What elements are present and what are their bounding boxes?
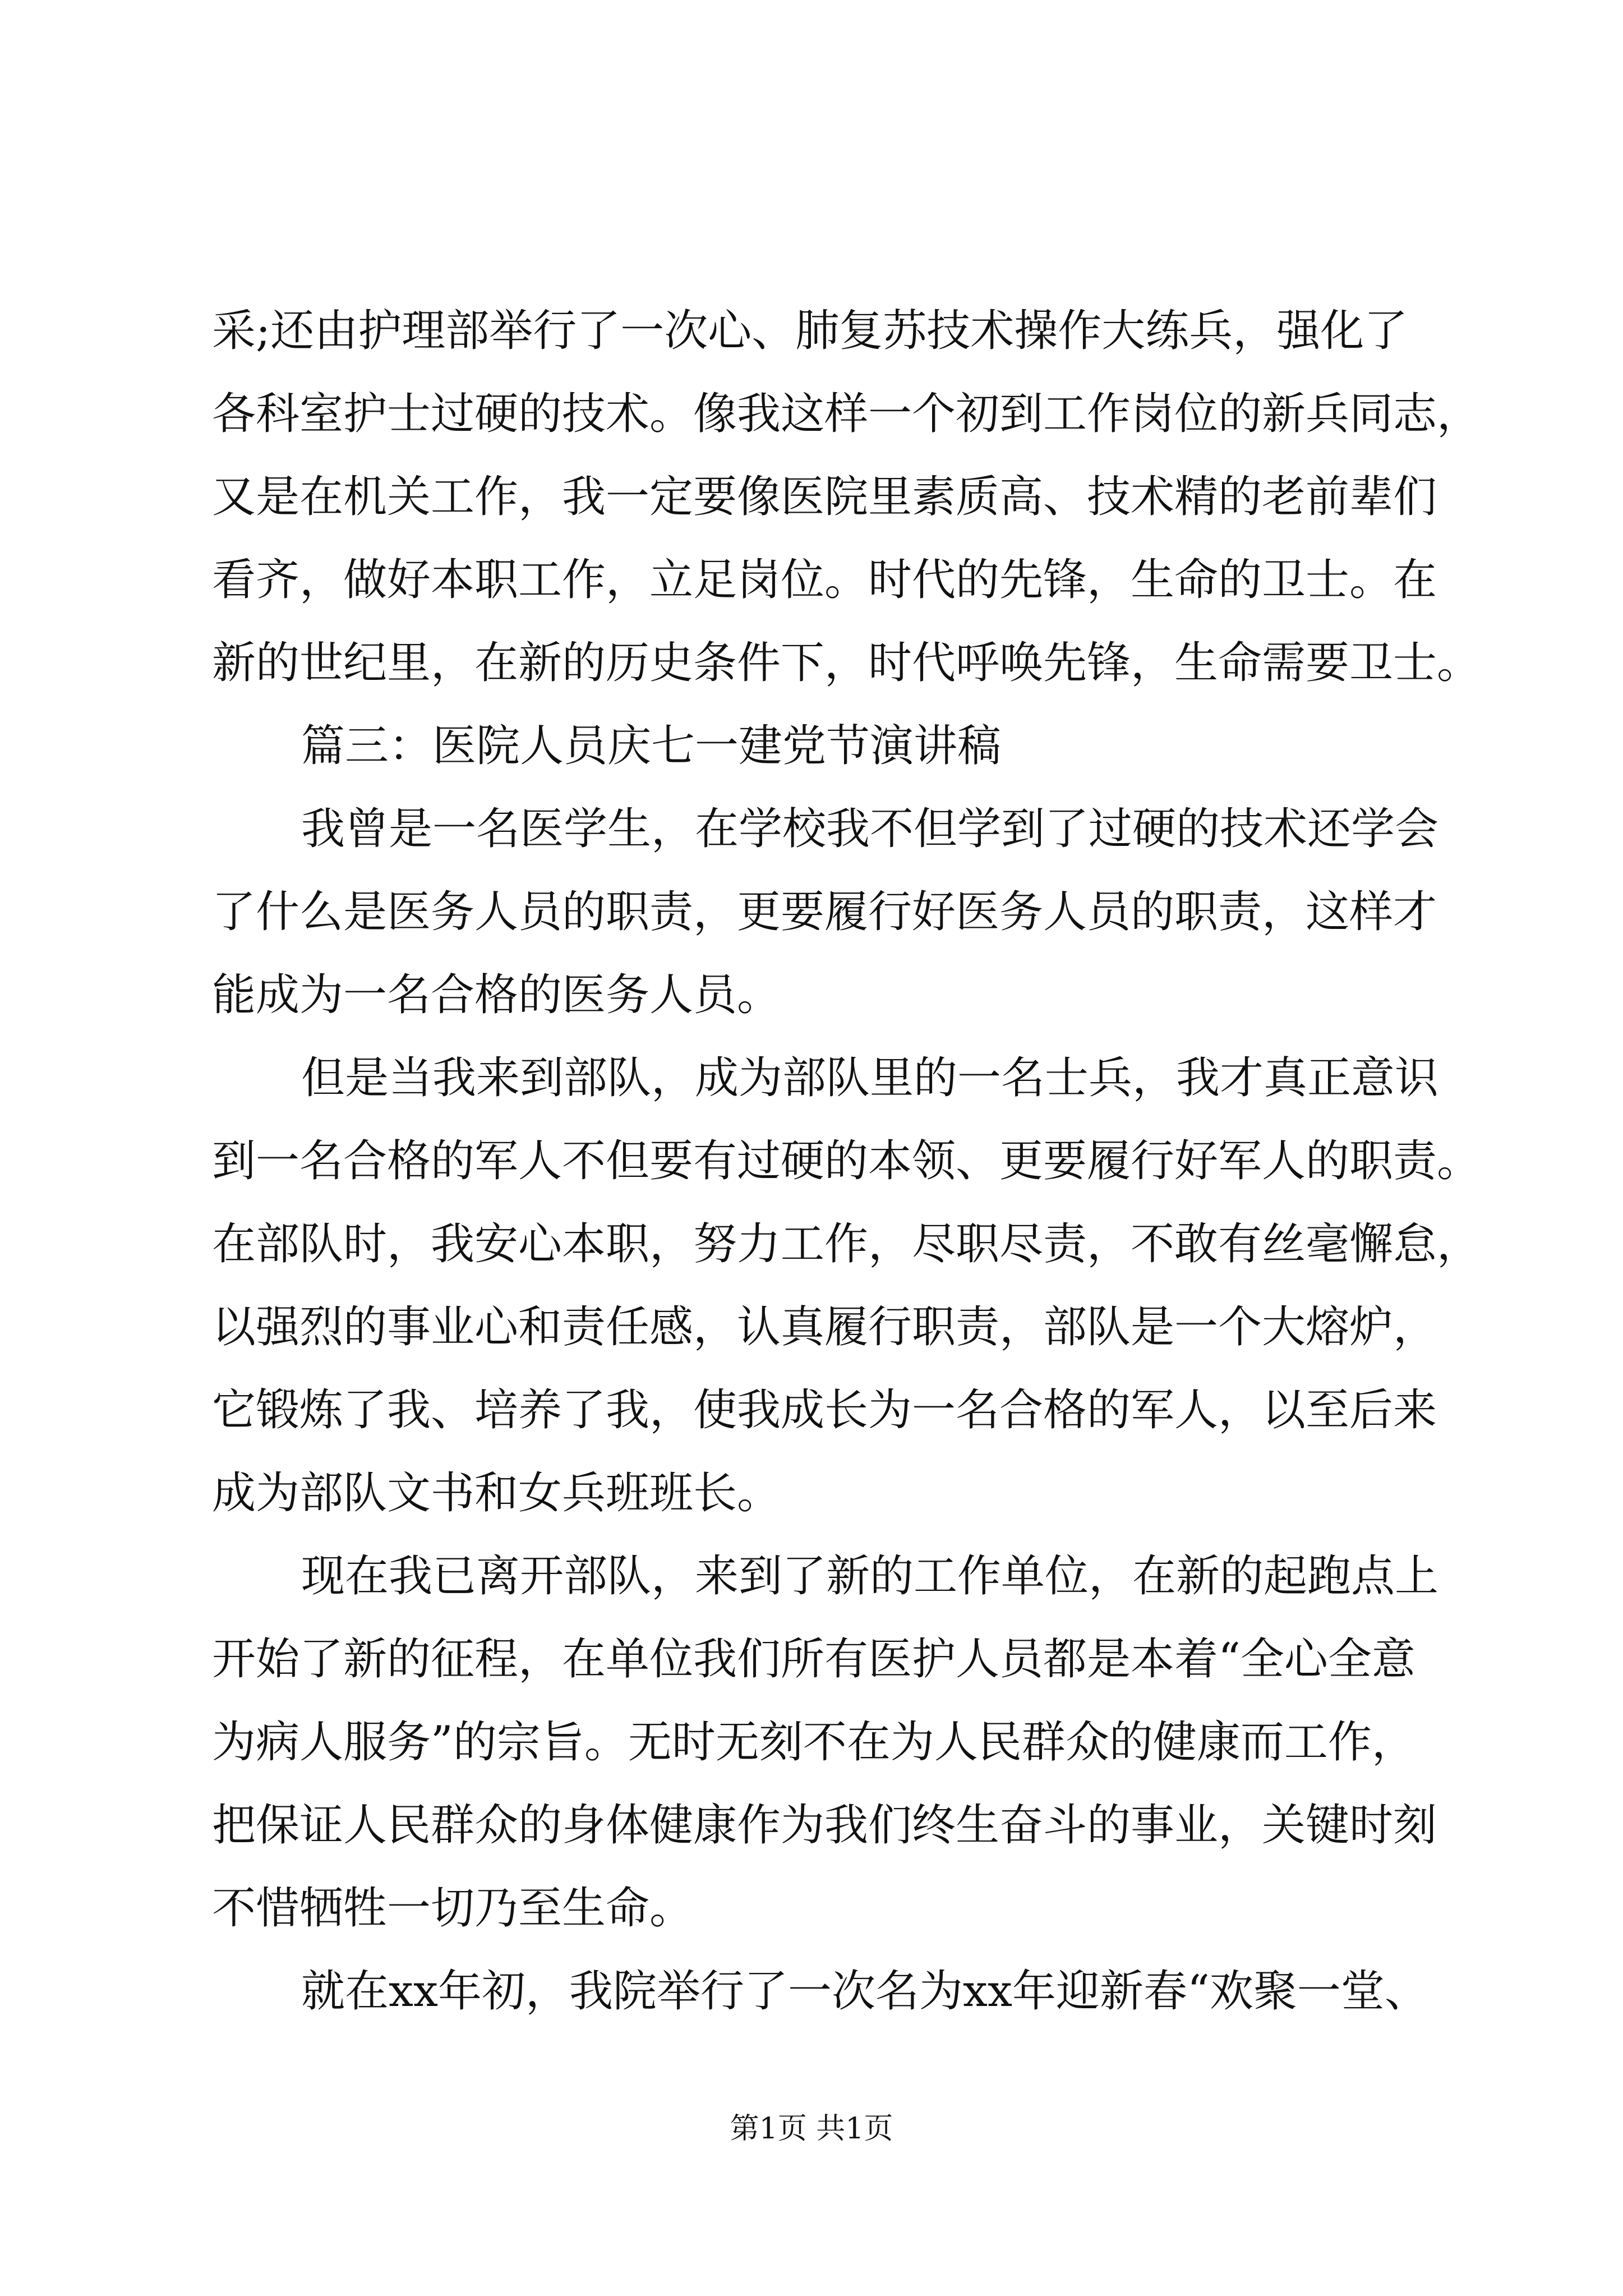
text-line: 又是在机关工作，我一定要像医院里素质高、技术精的老前辈们: [212, 472, 1437, 522]
text-line: 看齐，做好本职工作，立足岗位。时代的先锋，生命的卫士。在: [212, 555, 1437, 605]
text-line: 我曾是一名医学生，在学校我不但学到了过硬的技术还学会: [301, 804, 1439, 854]
text-line: 不惜牺牲一切乃至生命。: [212, 1883, 694, 1934]
text-line: 开始了新的征程，在单位我们所有医护人员都是本着“全心全意: [212, 1634, 1415, 1685]
text-line: 它锻炼了我、培养了我，使我成长为一名合格的军人，以至后来: [212, 1385, 1437, 1435]
text-line: 采;还由护理部举行了一次心、肺复苏技术操作大练兵，强化了: [212, 306, 1408, 356]
text-line: 成为部队文书和女兵班班长。: [212, 1468, 781, 1519]
text-line: 为病人服务”的宗旨。无时无刻不在为人民群众的健康而工作，: [212, 1717, 1415, 1768]
text-line: 到一名合格的军人不但要有过硬的本领、更要履行好军人的职责。: [212, 1136, 1481, 1186]
text-line: 但是当我来到部队，成为部队里的一名士兵，我才真正意识: [301, 1053, 1439, 1103]
page-footer: 第1页 共1页: [730, 2112, 893, 2146]
text-line: 现在我已离开部队，来到了新的工作单位，在新的起跑点上: [301, 1551, 1439, 1602]
text-line: 在部队时，我安心本职，努力工作，尽职尽责，不敢有丝毫懈怠，: [212, 1219, 1481, 1269]
section-heading: 篇三：医院人员庆七一建党节演讲稿: [301, 721, 1002, 771]
text-line: 新的世纪里，在新的历史条件下，时代呼唤先锋，生命需要卫士。: [212, 638, 1481, 688]
text-line: 把保证人民群众的身体健康作为我们终生奋斗的事业，关键时刻: [212, 1800, 1437, 1851]
text-line: 就在xx年初，我院举行了一次名为xx年迎新春“欢聚一堂、: [301, 1966, 1428, 2017]
text-line: 能成为一名合格的医务人员。: [212, 970, 781, 1020]
text-line: 各科室护士过硬的技术。像我这样一个初到工作岗位的新兵同志，: [212, 389, 1481, 439]
text-line: 了什么是医务人员的职责，更要履行好医务人员的职责，这样才: [212, 887, 1437, 937]
text-line: 以强烈的事业心和责任感，认真履行职责，部队是一个大熔炉，: [212, 1302, 1437, 1352]
